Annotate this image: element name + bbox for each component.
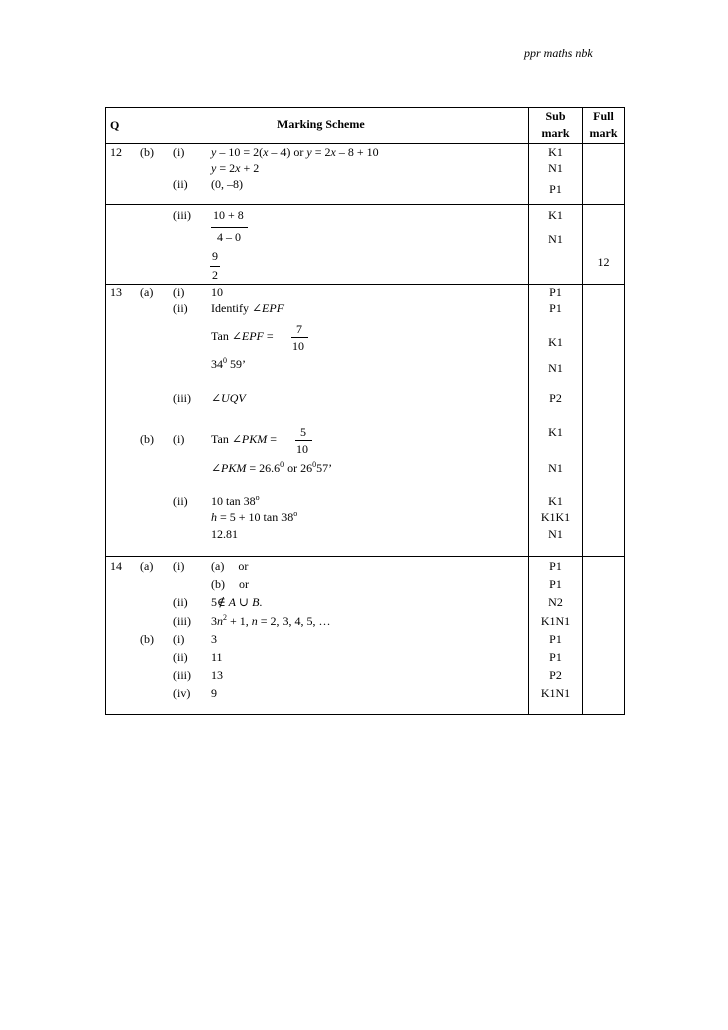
fraction-denominator: 10 [296,442,308,456]
answer-line: Tan ∠PKM = [211,432,277,446]
subpart-label: (ii) [173,301,188,315]
subpart-label: (i) [173,432,185,446]
part-label: (b) [140,432,154,446]
answer-line: 9 [211,686,217,700]
fraction-numerator: 7 [296,322,302,336]
part-label: (a) [140,285,154,299]
answer-line: y – 10 = 2(x – 4) or y = 2x – 8 + 10 [211,145,379,159]
fraction-numerator: 5 [300,425,306,439]
header-full: Full [593,109,614,123]
sub-mark: P1 [549,577,562,591]
sub-mark: P1 [549,301,562,315]
subpart-label: (i) [173,632,185,646]
sub-mark: N2 [548,595,563,609]
header-full-mark: mark [589,126,618,140]
sub-mark: N1 [548,461,563,475]
answer-line: 13 [211,668,223,682]
sub-mark: P1 [549,285,562,299]
answer-line: 11 [211,650,223,664]
fraction-bar [211,227,248,228]
subpart-label: (ii) [173,650,188,664]
header-q: Q [110,118,120,132]
answer-line: 10 [211,285,223,299]
sub-mark: K1N1 [540,614,571,628]
sub-mark: K1K1 [540,510,571,524]
sub-mark: P1 [549,182,562,196]
subpart-label: (iii) [173,614,191,628]
sub-mark: N1 [548,527,563,541]
fraction-bar [210,266,220,267]
subpart-label: (iii) [173,391,191,405]
subpart-label: (iii) [173,668,191,682]
page-header: ppr maths nbk [524,46,593,60]
subpart-label: (i) [173,285,185,299]
table-bottom-border [105,714,625,715]
subpart-label: (ii) [173,595,188,609]
header-bottom-border [105,143,625,144]
table-top-border [105,107,625,108]
answer-line: 3 [211,632,217,646]
fraction-denominator: 2 [212,268,218,282]
sub-mark: P1 [549,632,562,646]
answer-line: Tan ∠EPF = [211,329,274,343]
header-marking-scheme: Marking Scheme [277,117,365,131]
sub-mark: N1 [548,232,563,246]
sub-mark: K1 [548,145,563,159]
subpart-label: (iv) [173,686,191,700]
sub-mark: P1 [549,650,562,664]
answer-line: $34^0$ 59’ [211,356,246,371]
answer-line: (a) or [211,559,249,573]
sub-mark: K1 [548,208,563,222]
part-label: (a) [140,559,154,573]
sub-mark: P1 [549,559,562,573]
sub-mark: K1 [548,425,563,439]
answer-line: ∠UQV [211,391,246,405]
part-label: (b) [140,632,154,646]
sub-mark: N1 [548,161,563,175]
fraction-denominator: 10 [292,339,304,353]
fraction-bar [291,337,308,338]
full-mark-column-divider [582,107,583,715]
header-sub: Sub [545,109,566,123]
answer-line: 5∉ A ∪ B. [211,595,263,609]
subpart-label: (iii) [173,208,191,222]
fraction-bar [295,440,312,441]
sub-mark: P2 [549,668,562,682]
answer-line: 10 tan 38$^o$ [211,493,260,508]
subpart-label: (ii) [173,494,188,508]
subpart-label: (i) [173,559,185,573]
question-number: 13 [110,285,122,299]
answer-line: (b) or [211,577,249,591]
subpart-label: (ii) [173,177,188,191]
question-number: 12 [110,145,122,159]
full-mark: 12 [597,255,610,269]
answer-line: y = 2x + 2 [211,161,260,175]
row-divider [105,556,625,557]
sub-mark: K1 [548,335,563,349]
subpart-label: (i) [173,145,185,159]
sub-mark: P2 [549,391,562,405]
header-sub-mark: mark [541,126,570,140]
fraction-denominator: 4 – 0 [217,230,241,244]
part-label: (b) [140,145,154,159]
answer-line: $3n^2 + 1$, n = 2, 3, 4, 5, … [211,613,331,628]
answer-line: Identify ∠EPF [211,301,285,315]
row-divider [105,204,625,205]
table-right-border [624,107,625,715]
sub-mark: N1 [548,361,563,375]
question-number: 14 [110,559,122,573]
answer-line: (0, –8) [211,177,243,191]
answer-line: h = 5 + 10 tan 38$^o$ [211,509,298,524]
answer-line: 12.81 [211,527,238,541]
fraction-numerator: 10 + 8 [213,208,244,222]
fraction-numerator: 9 [212,249,218,263]
answer-line: ∠PKM = $26.6^0$ or $26^057$’ [211,460,333,475]
sub-mark: K1 [548,494,563,508]
table-left-border [105,107,106,715]
sub-mark: K1N1 [540,686,571,700]
